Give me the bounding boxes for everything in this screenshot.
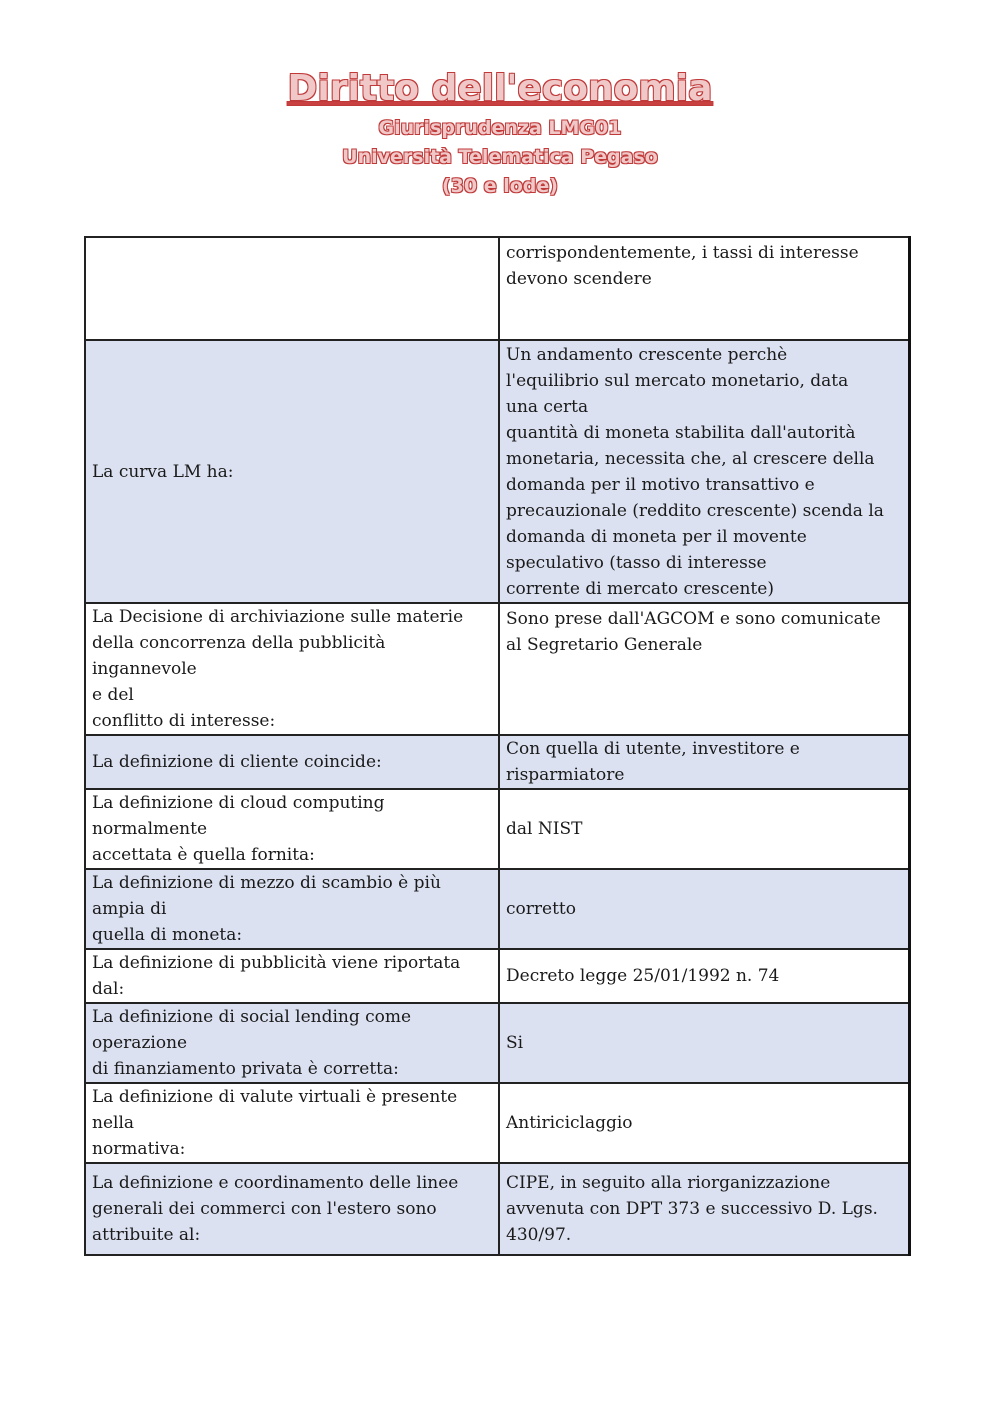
course-code: Giurisprudenza LMG01 bbox=[378, 117, 622, 139]
table-row bbox=[85, 735, 910, 789]
document-header bbox=[0, 64, 1000, 201]
university-name: Università Telematica Pegaso bbox=[342, 146, 658, 168]
question-cell: La definizione di pubblicità viene riportata dal: bbox=[85, 949, 499, 1003]
answer-cell: Sono prese dall'AGCOM e sono comunicate al Segretario Generale bbox=[499, 603, 910, 735]
table-row bbox=[85, 869, 910, 949]
grade-note: (30 e lode) bbox=[442, 175, 558, 197]
table-row bbox=[85, 789, 910, 869]
question-cell: La Decisione di archiviazione sulle materie della concorrenza della pubblicità ingannevole e del conflitto di interesse: bbox=[85, 603, 499, 735]
question-cell: La definizione di valute virtuali è presente nella normativa: bbox=[85, 1083, 499, 1163]
answer-cell: Un andamento crescente perchè l'equilibrio sul mercato monetario, data una certa quantità di moneta stabilita dall'autorità monetaria, necessita che, al crescere della domanda per il motivo transattivo e precauzionale (reddito crescente) scenda la domanda di moneta per il movente speculativo (tasso di interesse corrente di mercato crescente) bbox=[499, 340, 910, 603]
question-cell: La definizione di social lending come operazione di finanziamento privata è corretta: bbox=[85, 1003, 499, 1083]
answer-cell: corretto bbox=[499, 869, 910, 949]
answer-cell: CIPE, in seguito alla riorganizzazione avvenuta con DPT 373 e successivo D. Lgs. 430/97. bbox=[499, 1163, 910, 1255]
document-title: Diritto dell'economia bbox=[287, 68, 713, 109]
table-row bbox=[85, 1083, 910, 1163]
answer-cell: Con quella di utente, investitore e risparmiatore bbox=[499, 735, 910, 789]
qa-table bbox=[84, 236, 911, 1256]
table-row bbox=[85, 949, 910, 1003]
question-cell: La definizione di cloud computing normalmente accettata è quella fornita: bbox=[85, 789, 499, 869]
answer-cell: corrispondentemente, i tassi di interesse devono scendere bbox=[499, 237, 910, 340]
question-cell bbox=[85, 237, 499, 340]
answer-cell: Si bbox=[499, 1003, 910, 1083]
table-row bbox=[85, 1163, 910, 1255]
table-row bbox=[85, 1003, 910, 1083]
question-cell: La definizione di cliente coincide: bbox=[85, 735, 499, 789]
table-row bbox=[85, 603, 910, 735]
answer-cell: dal NIST bbox=[499, 789, 910, 869]
answer-cell: Antiriciclaggio bbox=[499, 1083, 910, 1163]
question-cell: La definizione di mezzo di scambio è più ampia di quella di moneta: bbox=[85, 869, 499, 949]
answer-cell: Decreto legge 25/01/1992 n. 74 bbox=[499, 949, 910, 1003]
question-cell: La definizione e coordinamento delle linee generali dei commerci con l'estero sono attribuite al: bbox=[85, 1163, 499, 1255]
table-row bbox=[85, 340, 910, 603]
table-row bbox=[85, 237, 910, 340]
question-cell: La curva LM ha: bbox=[85, 340, 499, 603]
